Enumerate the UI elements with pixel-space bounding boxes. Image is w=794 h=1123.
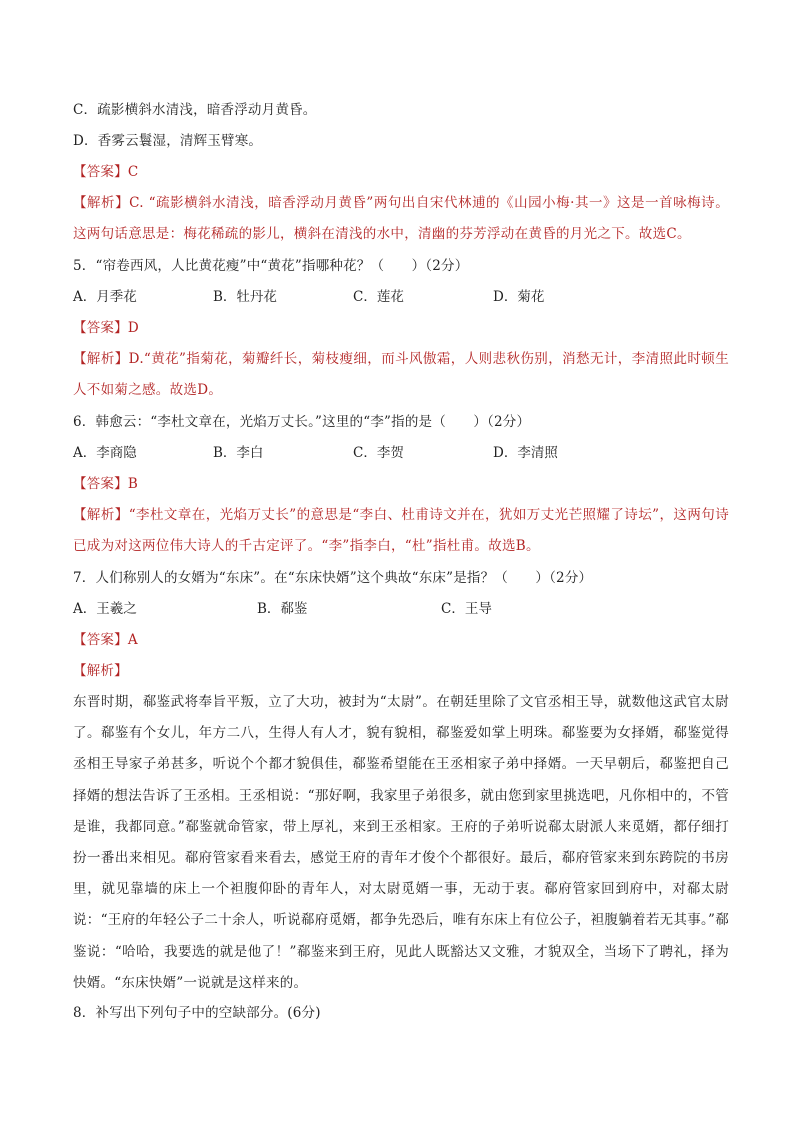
answer-tag: 【答案】 [73, 632, 128, 648]
explanation-tag: 【解析】 [73, 663, 128, 679]
answer-tag: 【答案】 [73, 164, 128, 180]
explanation-q4 [73, 188, 729, 250]
option-c: C．莲花 [353, 289, 404, 305]
answer-line-q6 [73, 473, 729, 495]
option-c: C．王导 [441, 601, 492, 617]
question-7-stem: 7．人们称别人的女婿为“东床”。在“东床快婿”这个典故“东床”是指？（ ）（2分） [73, 570, 593, 586]
explanation-text: D.“黄花”指菊花，菊瓣纤长，菊枝瘦细，而斗风傲霜，人则悲秋伤别，消愁无计，李清照此时顿生人不如菊之感。故选D。 [73, 351, 730, 398]
explanation-tag: 【解析】 [73, 507, 129, 523]
answer-value: A [127, 632, 138, 648]
question-5-options [73, 286, 729, 308]
explanation-story-q7: 东晋时期，郗鉴武将奉旨平叛，立了大功，被封为“太尉”。在朝廷里除了文官丞相王导，就数他这武官太尉了。郗鉴有个女儿，年方二八，生得人有人才，貌有貌相，郗鉴爱如掌上明珠。郗鉴要为女择婿，郗鉴觉得丞相王导家子弟甚多，听说个个都才貌俱佳，郗鉴希望能在王丞相家子弟中择婿。一天早朝后，郗鉴把自己择婿的想法告诉了王丞相。王丞相说：“那好啊，我家里子弟很多，就由您到家里挑选吧，凡你相中的，不管是谁，我都同意。”郗鉴就命管家，带上厚礼，来到王丞相家。王府的子弟听说郗太尉派人来觅婿，都仔细打扮一番出来相见。郗府管家看来看去，感觉王府的青年才俊个个都很好。最后，郗府管家来到东跨院的书房里，就见靠墙的床上一个袒腹仰卧的青年人，对太尉觅婿一事，无动于衷。郗府管家回到府中，对郗太尉说：“王府的年轻公子二十余人，听说郗府觅婿，都争先恐后，唯有东床上有位公子，袒腹躺着若无其事。”郗鉴说：“哈哈，我要选的就是他了！”郗鉴来到王府，见此人既豁达又文雅，才貌双全，当场下了聘礼，择为快婿。“东床快婿”一说就是这样来的。 [73, 694, 729, 991]
question-7-options [73, 598, 729, 620]
option-b: B．牡丹花 [213, 289, 277, 305]
option-a: A．李商隐 [73, 445, 137, 461]
answer-value: D [127, 320, 139, 336]
question-6-stem: 6．韩愈云：“李杜文章在，光焰万丈长。”这里的“李”指的是（ ）（2分） [73, 414, 531, 430]
option-b: B．郗鉴 [257, 601, 308, 617]
option-b: B．李白 [213, 445, 264, 461]
answer-line-q5 [73, 317, 729, 339]
explanation-text: “李杜文章在，光焰万丈长”的意思是“李白、杜甫诗文并在，犹如万丈光芒照耀了诗坛”，这两句诗已成为对这两位伟大诗人的千古定评了。“李”指李白，“杜”指杜甫。故选B。 [73, 507, 729, 554]
explanation-tag: 【解析】 [73, 351, 129, 367]
document-page [73, 99, 729, 1033]
question-8-stem: 8．补写出下列句子中的空缺部分。(6分) [73, 1005, 321, 1022]
explanation-tag: 【解析】 [73, 195, 130, 211]
option-d: D．菊花 [493, 289, 545, 305]
answer-value: B [127, 476, 138, 492]
explanation-tag-q7 [73, 660, 729, 682]
option-c-line: C．疏影横斜水清浅，暗香浮动月黄昏。 [73, 102, 317, 118]
question-5-stem: 5．“帘卷西风，人比黄花瘦”中“黄花”指哪种花？（ ）（2分） [73, 258, 469, 274]
explanation-q5 [73, 344, 729, 406]
explanation-text: C. “疏影横斜水清浅，暗香浮动月黄昏”两句出自宋代林逋的《山园小梅·其一》这是一首咏梅诗。这两句话意思是：梅花稀疏的影儿，横斜在清浅的水中，清幽的芬芳浮动在黄昏的月光之下。故选C。 [73, 195, 729, 242]
answer-tag: 【答案】 [73, 476, 128, 492]
answer-tag: 【答案】 [73, 320, 128, 336]
answer-line-q4 [73, 161, 729, 183]
option-d: D．李清照 [493, 445, 558, 461]
answer-value: C [127, 164, 139, 180]
answer-line-q7 [73, 629, 729, 651]
option-c: C．李贺 [353, 445, 404, 461]
question-6-options [73, 442, 729, 464]
option-a: A．王羲之 [73, 601, 137, 617]
option-a: A．月季花 [73, 289, 137, 305]
explanation-q6 [73, 500, 729, 562]
option-d-line: D．香雾云鬟湿，清辉玉臂寒。 [73, 133, 263, 149]
